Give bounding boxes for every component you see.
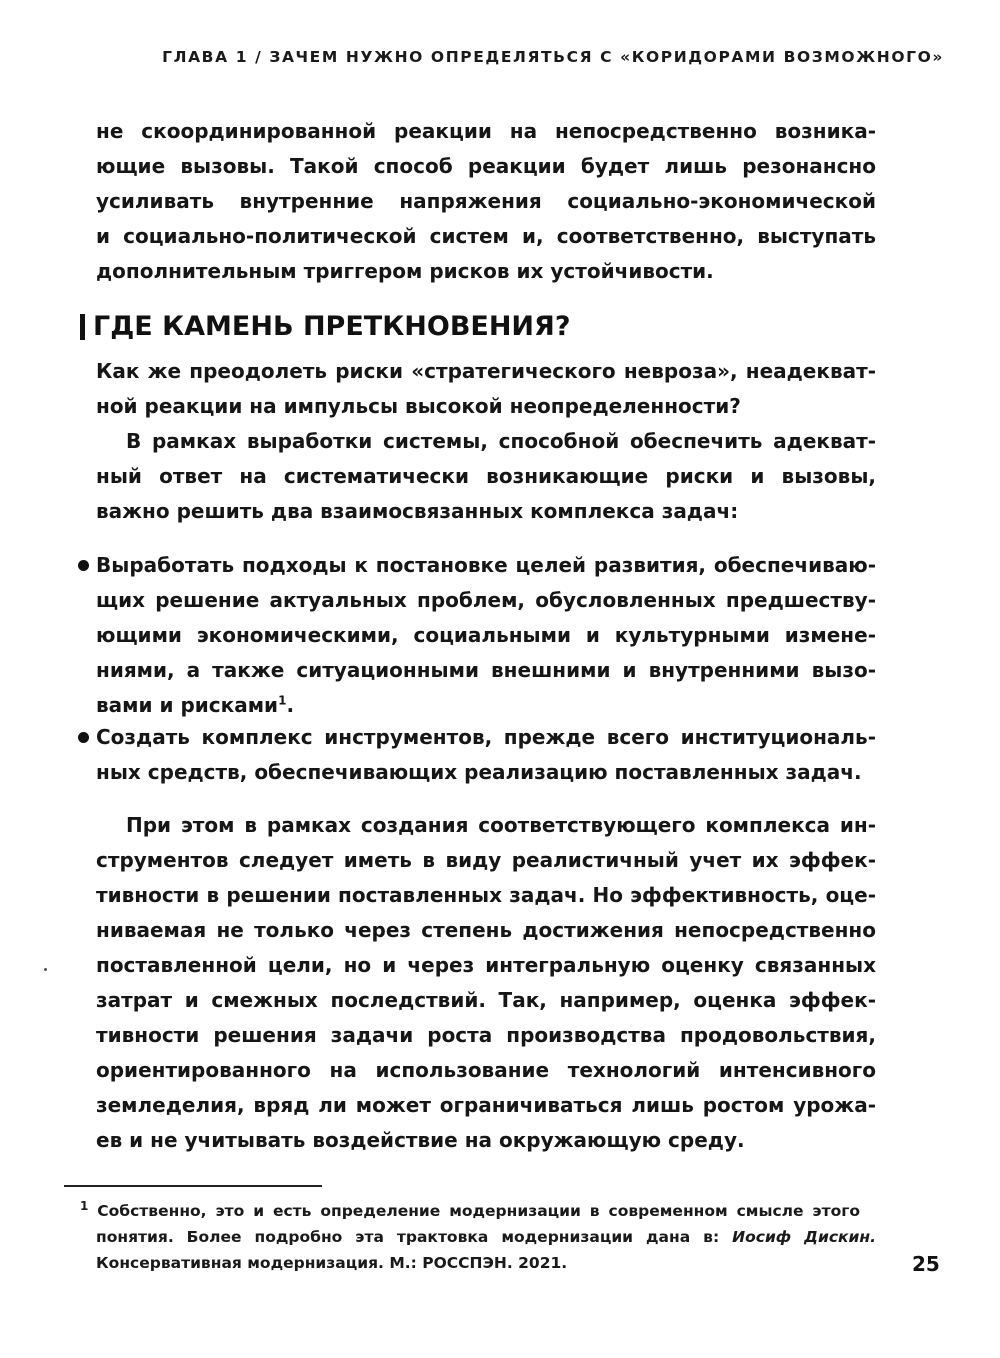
section-heading	[80, 309, 570, 345]
footnote-author: Иосиф Дискин.	[732, 1228, 876, 1246]
bullet-item	[96, 548, 876, 723]
bullet-item	[96, 720, 876, 790]
footnote-divider	[64, 1185, 322, 1187]
efficiency-paragraph	[96, 808, 876, 1158]
bullet-dot-icon	[78, 732, 89, 743]
text-line: ющими экономическими, социальными и культурными измене-	[96, 623, 876, 647]
footnote-text: понятия. Более подробно эта трактовка модернизации дана в:	[96, 1228, 720, 1246]
text-line: важно решить два взаимосвязанных комплекса задач:	[96, 499, 739, 523]
footnote-line	[80, 1198, 876, 1224]
text-line: земледелия, вряд ли может ограничиваться лишь ростом урожа-	[96, 1093, 876, 1117]
tasks-paragraph	[96, 424, 876, 529]
text-line: ной реакции на импульсы высокой неопределенности?	[96, 394, 741, 418]
text-line: ниваемая не только через степень достижения непосредственно	[96, 918, 876, 942]
text-line: дополнительным триггером рисков их устойчивости.	[96, 259, 714, 283]
text-line: ниями, а также ситуационными внешними и внутренними вызо-	[96, 658, 876, 682]
bullet-dot-icon	[78, 560, 89, 571]
text-line: В рамках выработки системы, способной обеспечить адекват-	[126, 429, 876, 453]
running-head: ГЛАВА 1 / ЗАЧЕМ НУЖНО ОПРЕДЕЛЯТЬСЯ С «КОРИДОРАМИ ВОЗМОЖНОГО»	[162, 48, 944, 66]
footnote-ref: 1	[278, 693, 287, 708]
intro-paragraph	[96, 114, 876, 289]
footnote-line: Консервативная модернизация. М.: РОССПЭН. 2021.	[96, 1254, 568, 1272]
footnote	[80, 1198, 876, 1276]
text-line: ющие вызовы. Такой способ реакции будет лишь резонансно	[96, 154, 876, 178]
text-line: вами и рисками	[96, 693, 279, 717]
text-line: затрат и смежных последствий. Так, например, оценка эффек-	[96, 988, 876, 1012]
text-line: щих решение актуальных проблем, обусловленных предшеству-	[96, 588, 876, 612]
text-line: усиливать внутренние напряжения социально-экономической	[96, 189, 876, 213]
page-number: 25	[912, 1252, 940, 1276]
text-line: Выработать подходы к постановке целей развития, обеспечиваю-	[96, 553, 876, 577]
text-line: При этом в рамках создания соответствующего комплекса ин-	[126, 813, 876, 837]
text-line: и социально-политической систем и, соответственно, выступать	[96, 224, 876, 248]
heading-bar	[80, 314, 85, 340]
text-line: ных средств, обеспечивающих реализацию поставленных задач.	[96, 760, 862, 784]
text-line: струментов следует иметь в виду реалистичный учет их эффек-	[96, 848, 876, 872]
section-heading-text: ГДЕ КАМЕНЬ ПРЕТКНОВЕНИЯ?	[93, 311, 571, 342]
text-line: Как же преодолеть риски «стратегического невроза», неадекват-	[96, 359, 876, 383]
text-line: ориентированного на использование технологий интенсивного	[96, 1058, 876, 1082]
question-paragraph	[96, 354, 876, 424]
text-line: не скоординированной реакции на непосредственно возника-	[96, 119, 876, 143]
text-line: ный ответ на систематически возникающие риски и вызовы,	[96, 464, 876, 488]
text-line: поставленной цели, но и через интегральную оценку связанных	[96, 953, 876, 977]
text-line: тивности решения задачи роста производства продовольствия,	[96, 1023, 876, 1047]
text-line: Создать комплекс инструментов, прежде всего институциональ-	[96, 725, 876, 749]
scan-speck	[44, 968, 47, 971]
text-line: ев и не учитывать воздействие на окружающую среду.	[96, 1128, 745, 1152]
footnote-line	[96, 1224, 876, 1250]
text-line-with-ref: вами и рисками$^1$.	[96, 693, 295, 717]
footnote-text: Собственно, это и есть определение модернизации в современном смысле этого	[97, 1202, 860, 1220]
footnote-number: 1	[80, 1198, 89, 1213]
text-line: тивности в решении поставленных задач. Но эффективность, оце-	[96, 883, 876, 907]
